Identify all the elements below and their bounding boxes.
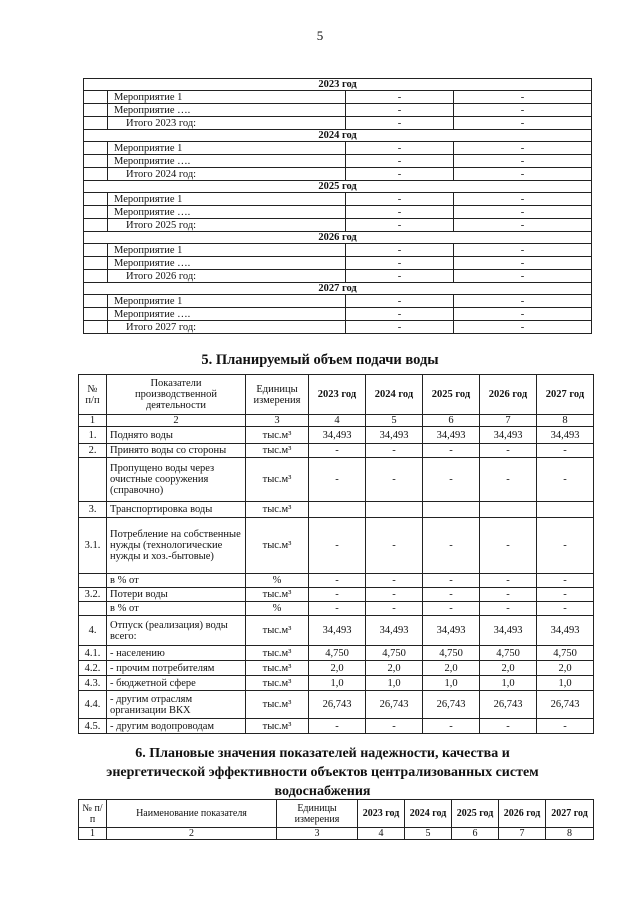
blank-cell — [84, 206, 108, 219]
value-cell: - — [346, 219, 454, 232]
value-cell: - — [309, 444, 366, 458]
column-header: 2023 год — [358, 800, 405, 828]
column-number: 3 — [277, 828, 358, 840]
column-header: 2024 год — [405, 800, 452, 828]
value-cell: - — [454, 308, 592, 321]
value-cell — [537, 502, 594, 518]
unit-cell: тыс.м³ — [246, 427, 309, 444]
event-label: Итого 2026 год: — [108, 270, 346, 283]
year-label: 2026 год — [84, 232, 592, 244]
event-label: Мероприятие 1 — [108, 193, 346, 206]
value-cell: 1,0 — [366, 676, 423, 691]
indicator-name: - бюджетной сфере — [107, 676, 246, 691]
value-cell: 26,743 — [423, 691, 480, 719]
value-cell: - — [537, 444, 594, 458]
column-header: 2025 год — [452, 800, 499, 828]
table-row — [84, 257, 592, 270]
value-cell: 2,0 — [309, 661, 366, 676]
table-row — [84, 91, 592, 104]
value-cell: - — [346, 168, 454, 181]
value-cell: - — [309, 719, 366, 734]
value-cell: - — [423, 602, 480, 616]
value-cell: - — [366, 444, 423, 458]
table-row — [84, 117, 592, 130]
column-number: 8 — [546, 828, 594, 840]
value-cell: - — [454, 321, 592, 334]
column-number: 8 — [537, 415, 594, 427]
table-row — [84, 308, 592, 321]
column-header: 2023 год — [309, 375, 366, 415]
value-cell: - — [454, 244, 592, 257]
value-cell: 26,743 — [366, 691, 423, 719]
column-number: 4 — [309, 415, 366, 427]
table-row — [84, 142, 592, 155]
value-cell: - — [537, 458, 594, 502]
unit-cell: тыс.м³ — [246, 502, 309, 518]
column-header: 2026 год — [499, 800, 546, 828]
value-cell: - — [454, 155, 592, 168]
value-cell: - — [346, 257, 454, 270]
blank-cell — [84, 142, 108, 155]
column-header: Единицы измерения — [246, 375, 309, 415]
table-row — [84, 206, 592, 219]
value-cell: - — [346, 308, 454, 321]
year-header-row — [84, 232, 592, 244]
blank-cell — [84, 244, 108, 257]
column-header: 2027 год — [546, 800, 594, 828]
indicator-name: Принято воды со стороны — [107, 444, 246, 458]
value-cell: - — [423, 518, 480, 574]
column-header: 2026 год — [480, 375, 537, 415]
value-cell: - — [480, 719, 537, 734]
unit-cell: тыс.м³ — [246, 661, 309, 676]
event-label: Мероприятие 1 — [108, 244, 346, 257]
table-row — [84, 244, 592, 257]
value-cell: 34,493 — [309, 427, 366, 444]
event-label: Мероприятие 1 — [108, 295, 346, 308]
table-row — [79, 574, 594, 588]
section6-title: 6. Плановые значения показателей надежности, качества и энергетической эффективности объектов централизованных систем водоснабжения — [106, 746, 539, 799]
event-label: Мероприятие …. — [108, 206, 346, 219]
blank-cell — [84, 193, 108, 206]
value-cell — [366, 502, 423, 518]
column-header: Единицы измерения — [277, 800, 358, 828]
table-row — [79, 616, 594, 646]
table-row — [79, 602, 594, 616]
header-row — [79, 800, 594, 828]
value-cell: - — [346, 117, 454, 130]
column-header: 2024 год — [366, 375, 423, 415]
value-cell: 4,750 — [480, 646, 537, 661]
page-number: 5 — [316, 28, 324, 43]
value-cell: - — [423, 719, 480, 734]
blank-cell — [84, 257, 108, 270]
value-cell — [480, 502, 537, 518]
value-cell: - — [480, 444, 537, 458]
value-cell: 34,493 — [366, 616, 423, 646]
indicator-name: Поднято воды — [107, 427, 246, 444]
unit-cell: тыс.м³ — [246, 719, 309, 734]
value-cell: 4,750 — [366, 646, 423, 661]
row-number: 4.4. — [79, 691, 107, 719]
indicator-name: Потери воды — [107, 588, 246, 602]
column-number-row — [79, 828, 594, 840]
water-supply-table — [78, 374, 594, 734]
column-number-row — [79, 415, 594, 427]
event-label: Мероприятие 1 — [108, 142, 346, 155]
table-row — [79, 588, 594, 602]
row-number — [79, 574, 107, 588]
value-cell: - — [366, 588, 423, 602]
value-cell: - — [454, 91, 592, 104]
column-number: 2 — [107, 415, 246, 427]
event-label: Итого 2025 год: — [108, 219, 346, 232]
value-cell: 34,493 — [537, 427, 594, 444]
column-number: 7 — [499, 828, 546, 840]
blank-cell — [84, 104, 108, 117]
unit-cell: % — [246, 602, 309, 616]
column-number: 2 — [107, 828, 277, 840]
blank-cell — [84, 308, 108, 321]
value-cell: 26,743 — [480, 691, 537, 719]
value-cell: 34,493 — [309, 616, 366, 646]
indicator-name: Потребление на собственные нужды (технологические нужды и хоз.-бытовые) — [107, 518, 246, 574]
value-cell — [309, 502, 366, 518]
value-cell: - — [366, 602, 423, 616]
value-cell: 1,0 — [309, 676, 366, 691]
value-cell: - — [537, 602, 594, 616]
event-label: Мероприятие 1 — [108, 91, 346, 104]
value-cell: 34,493 — [423, 427, 480, 444]
unit-cell: тыс.м³ — [246, 616, 309, 646]
indicator-name: - другим отраслям организации ВКХ — [107, 691, 246, 719]
value-cell: - — [423, 444, 480, 458]
events-by-year-table — [83, 78, 592, 334]
value-cell: - — [366, 574, 423, 588]
column-number: 1 — [79, 415, 107, 427]
value-cell: - — [309, 602, 366, 616]
value-cell — [423, 502, 480, 518]
value-cell: - — [346, 206, 454, 219]
unit-cell: тыс.м³ — [246, 518, 309, 574]
row-number: 4.5. — [79, 719, 107, 734]
value-cell: - — [480, 602, 537, 616]
value-cell: - — [454, 219, 592, 232]
blank-cell — [84, 117, 108, 130]
reliability-indicators-table — [78, 799, 594, 840]
value-cell: - — [537, 719, 594, 734]
value-cell: - — [454, 142, 592, 155]
unit-cell: тыс.м³ — [246, 444, 309, 458]
value-cell: 2,0 — [366, 661, 423, 676]
value-cell: 2,0 — [423, 661, 480, 676]
unit-cell: тыс.м³ — [246, 458, 309, 502]
indicator-name: - другим водопроводам — [107, 719, 246, 734]
event-label: Итого 2024 год: — [108, 168, 346, 181]
table-row — [84, 193, 592, 206]
section5-title: 5. Планируемый объем подачи воды — [201, 352, 439, 368]
column-number: 1 — [79, 828, 107, 840]
value-cell: - — [346, 193, 454, 206]
blank-cell — [84, 91, 108, 104]
unit-cell: тыс.м³ — [246, 691, 309, 719]
value-cell: - — [346, 91, 454, 104]
value-cell: - — [537, 518, 594, 574]
value-cell: - — [366, 458, 423, 502]
value-cell: 1,0 — [537, 676, 594, 691]
indicator-name: - прочим потребителям — [107, 661, 246, 676]
value-cell: - — [480, 458, 537, 502]
indicator-name: Отпуск (реализация) воды всего: — [107, 616, 246, 646]
table-row — [79, 458, 594, 502]
value-cell: 4,750 — [423, 646, 480, 661]
unit-cell: тыс.м³ — [246, 588, 309, 602]
table-row — [79, 444, 594, 458]
event-label: Мероприятие …. — [108, 155, 346, 168]
year-label: 2027 год — [84, 283, 592, 295]
column-header: № п/п — [79, 800, 107, 828]
value-cell: - — [454, 206, 592, 219]
value-cell: - — [423, 574, 480, 588]
value-cell: - — [346, 244, 454, 257]
value-cell: - — [346, 295, 454, 308]
column-number: 6 — [452, 828, 499, 840]
value-cell: 1,0 — [423, 676, 480, 691]
value-cell: - — [537, 588, 594, 602]
value-cell: - — [423, 588, 480, 602]
value-cell: 26,743 — [537, 691, 594, 719]
row-number: 3.1. — [79, 518, 107, 574]
header-row — [79, 375, 594, 415]
year-header-row — [84, 283, 592, 295]
table-row — [79, 676, 594, 691]
row-number: 4.2. — [79, 661, 107, 676]
value-cell: 4,750 — [537, 646, 594, 661]
blank-cell — [84, 295, 108, 308]
value-cell: - — [454, 104, 592, 117]
row-number: 4. — [79, 616, 107, 646]
value-cell: - — [346, 321, 454, 334]
row-number — [79, 458, 107, 502]
indicator-name: в % от — [107, 602, 246, 616]
column-header: Наименование показателя — [107, 800, 277, 828]
row-number: 3. — [79, 502, 107, 518]
event-label: Мероприятие …. — [108, 308, 346, 321]
year-label: 2024 год — [84, 130, 592, 142]
indicator-name: в % от — [107, 574, 246, 588]
value-cell: - — [454, 270, 592, 283]
value-cell: 1,0 — [480, 676, 537, 691]
year-header-row — [84, 79, 592, 91]
table-row — [79, 427, 594, 444]
table-row — [84, 155, 592, 168]
table-row — [79, 646, 594, 661]
year-header-row — [84, 130, 592, 142]
value-cell: 34,493 — [366, 427, 423, 444]
table-row — [84, 295, 592, 308]
unit-cell: % — [246, 574, 309, 588]
value-cell: 4,750 — [309, 646, 366, 661]
value-cell: - — [454, 117, 592, 130]
row-number: 4.3. — [79, 676, 107, 691]
value-cell: - — [480, 574, 537, 588]
unit-cell: тыс.м³ — [246, 676, 309, 691]
value-cell: 34,493 — [480, 616, 537, 646]
year-label: 2023 год — [84, 79, 592, 91]
column-number: 5 — [366, 415, 423, 427]
table-row — [84, 104, 592, 117]
table-row — [84, 168, 592, 181]
value-cell: 34,493 — [480, 427, 537, 444]
value-cell: - — [366, 518, 423, 574]
blank-cell — [84, 168, 108, 181]
value-cell: - — [346, 270, 454, 283]
indicator-name: Транспортировка воды — [107, 502, 246, 518]
column-header: № п/п — [79, 375, 107, 415]
column-number: 6 — [423, 415, 480, 427]
indicator-name: Пропущено воды через очистные сооружения (справочно) — [107, 458, 246, 502]
blank-cell — [84, 270, 108, 283]
value-cell: 34,493 — [537, 616, 594, 646]
table-row — [79, 518, 594, 574]
blank-cell — [84, 219, 108, 232]
table-row — [84, 219, 592, 232]
value-cell: - — [480, 588, 537, 602]
column-number: 3 — [246, 415, 309, 427]
year-header-row — [84, 181, 592, 193]
value-cell: - — [309, 518, 366, 574]
table-row — [79, 691, 594, 719]
row-number: 4.1. — [79, 646, 107, 661]
event-label: Мероприятие …. — [108, 257, 346, 270]
column-header: Показатели производственной деятельности — [107, 375, 246, 415]
row-number: 2. — [79, 444, 107, 458]
value-cell: - — [309, 574, 366, 588]
table-row — [79, 719, 594, 734]
table-row — [79, 502, 594, 518]
column-number: 5 — [405, 828, 452, 840]
column-number: 7 — [480, 415, 537, 427]
value-cell: - — [454, 168, 592, 181]
column-number: 4 — [358, 828, 405, 840]
value-cell: - — [423, 458, 480, 502]
row-number — [79, 602, 107, 616]
blank-cell — [84, 155, 108, 168]
value-cell: - — [346, 142, 454, 155]
column-header: 2025 год — [423, 375, 480, 415]
value-cell: 2,0 — [537, 661, 594, 676]
table-row — [84, 321, 592, 334]
value-cell: - — [366, 719, 423, 734]
year-label: 2025 год — [84, 181, 592, 193]
value-cell: - — [454, 295, 592, 308]
value-cell: 26,743 — [309, 691, 366, 719]
unit-cell: тыс.м³ — [246, 646, 309, 661]
value-cell: 2,0 — [480, 661, 537, 676]
event-label: Итого 2023 год: — [108, 117, 346, 130]
value-cell: 34,493 — [423, 616, 480, 646]
value-cell: - — [454, 193, 592, 206]
event-label: Мероприятие …. — [108, 104, 346, 117]
blank-cell — [84, 321, 108, 334]
value-cell: - — [309, 458, 366, 502]
value-cell: - — [346, 155, 454, 168]
value-cell: - — [309, 588, 366, 602]
table-row — [79, 661, 594, 676]
column-header: 2027 год — [537, 375, 594, 415]
value-cell: - — [537, 574, 594, 588]
value-cell: - — [346, 104, 454, 117]
value-cell: - — [480, 518, 537, 574]
value-cell: - — [454, 257, 592, 270]
row-number: 1. — [79, 427, 107, 444]
row-number: 3.2. — [79, 588, 107, 602]
table-row — [84, 270, 592, 283]
event-label: Итого 2027 год: — [108, 321, 346, 334]
indicator-name: - населению — [107, 646, 246, 661]
